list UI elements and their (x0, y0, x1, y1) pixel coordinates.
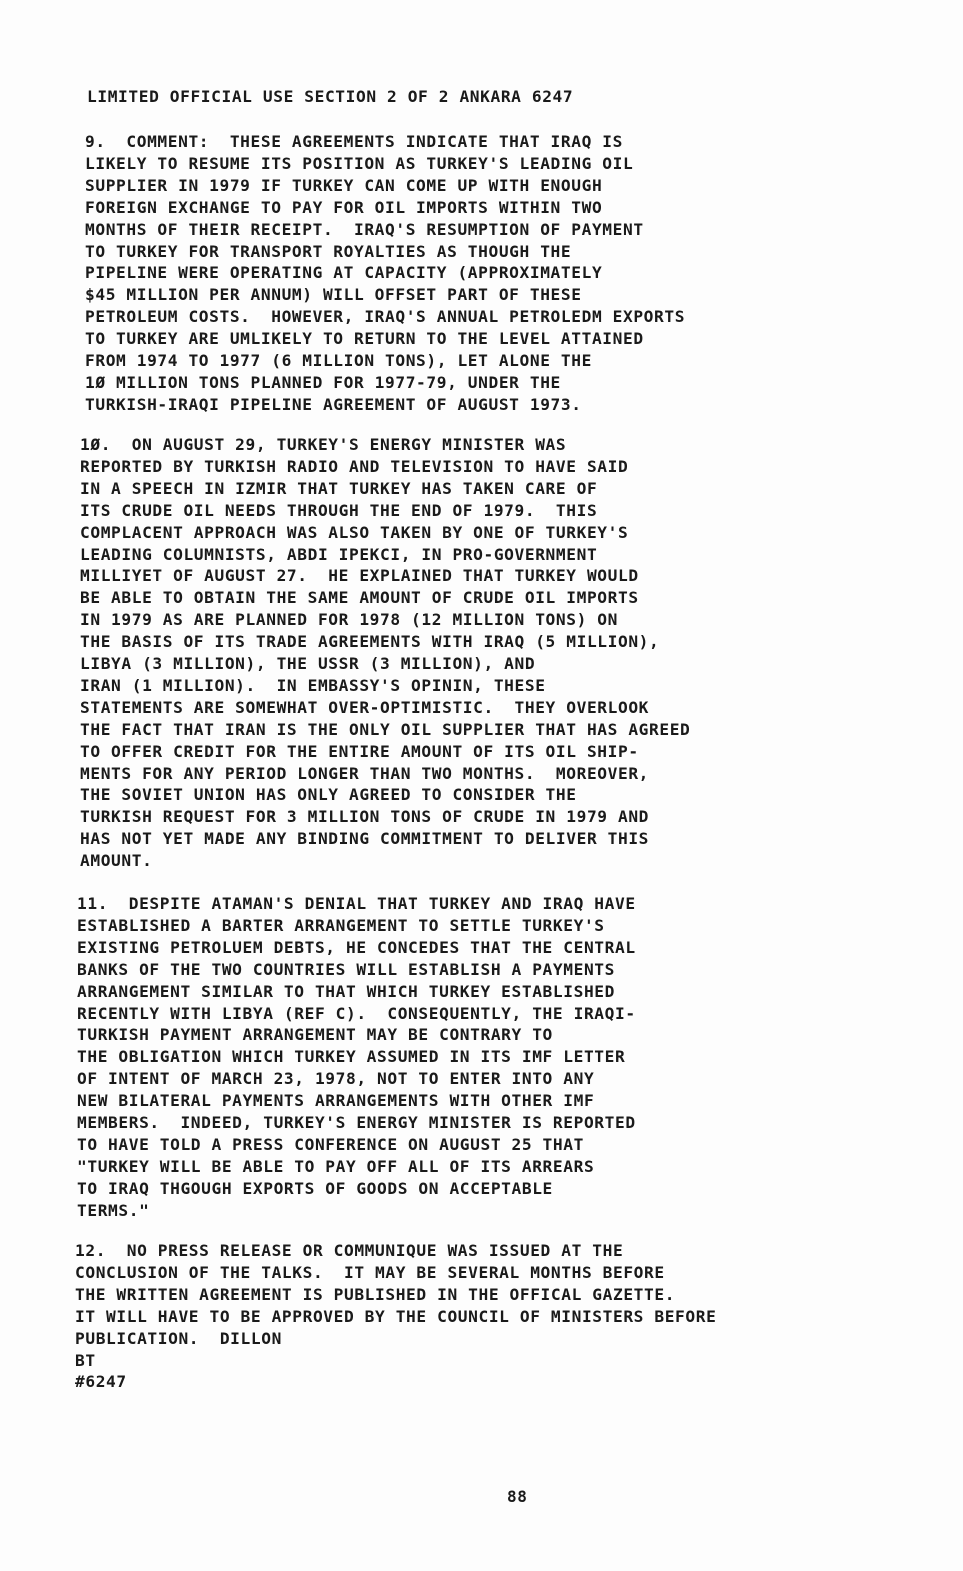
text-line: TERMS." (77, 1200, 150, 1220)
text-line: HAS NOT YET MADE ANY BINDING COMMITMENT TO DELIVER THIS (80, 829, 650, 849)
text-line: NEW BILATERAL PAYMENTS ARRANGEMENTS WITH OTHER IMF (77, 1091, 595, 1111)
text-line: THE FACT THAT IRAN IS THE ONLY OIL SUPPLIER THAT HAS AGREED (80, 719, 691, 739)
text-line: FOREIGN EXCHANGE TO PAY FOR OIL IMPORTS WITHIN TWO (85, 197, 603, 217)
text-line: "TURKEY WILL BE ABLE TO PAY OFF ALL OF ITS ARREARS (77, 1156, 595, 1176)
text-line: CONCLUSION OF THE TALKS. IT MAY BE SEVERAL MONTHS BEFORE (75, 1262, 665, 1282)
text-line: THE WRITTEN AGREEMENT IS PUBLISHED IN THE OFFICAL GAZETTE. (75, 1284, 676, 1304)
text-line: TO HAVE TOLD A PRESS CONFERENCE ON AUGUST 25 THAT (77, 1134, 584, 1154)
text-line: TURKISH-IRAQI PIPELINE AGREEMENT OF AUGUST 1973. (85, 394, 582, 414)
text-line: PETROLEUM COSTS. HOWEVER, IRAQ'S ANNUAL PETROLEDM EXPORTS (85, 307, 686, 327)
text-line: BE ABLE TO OBTAIN THE SAME AMOUNT OF CRUDE OIL IMPORTS (80, 588, 639, 608)
text-line: ITS CRUDE OIL NEEDS THROUGH THE END OF 1979. THIS (80, 500, 598, 520)
text-line: TO TURKEY ARE UMLIKELY TO RETURN TO THE LEVEL ATTAINED (85, 329, 644, 349)
text-line: MILLIYET OF AUGUST 27. HE EXPLAINED THAT TURKEY WOULD (80, 566, 639, 586)
text-line: LIBYA (3 MILLION), THE USSR (3 MILLION), AND (80, 654, 536, 673)
text-line: LIKELY TO RESUME ITS POSITION AS TURKEY'S LEADING OIL (85, 153, 634, 173)
text-line: THE BASIS OF ITS TRADE AGREEMENTS WITH IRAQ (5 MILLION), (80, 632, 660, 652)
text-line: 9. COMMENT: THESE AGREEMENTS INDICATE THAT IRAQ IS (85, 132, 623, 151)
text-line: TO OFFER CREDIT FOR THE ENTIRE AMOUNT OF ITS OIL SHIP- (80, 741, 639, 761)
page-number: 88 (507, 1487, 528, 1506)
text-line: TURKISH REQUEST FOR 3 MILLION TONS OF CRUDE IN 1979 AND (80, 807, 650, 827)
text-line: ESTABLISHED A BARTER ARRANGEMENT TO SETTLE TURKEY'S (77, 915, 605, 935)
text-line: IT WILL HAVE TO BE APPROVED BY THE COUNCIL OF MINISTERS BEFORE (75, 1306, 717, 1326)
text-line: COMPLACENT APPROACH WAS ALSO TAKEN BY ONE OF TURKEY'S (80, 522, 629, 542)
text-line: OF INTENT OF MARCH 23, 1978, NOT TO ENTER INTO ANY (77, 1069, 595, 1089)
text-line: TO TURKEY FOR TRANSPORT ROYALTIES AS THOUGH THE (85, 241, 572, 261)
text-line: THE SOVIET UNION HAS ONLY AGREED TO CONSIDER THE (80, 785, 577, 805)
text-line: MEMBERS. INDEED, TURKEY'S ENERGY MINISTER IS REPORTED (77, 1113, 636, 1132)
text-line: REPORTED BY TURKISH RADIO AND TELEVISION TO HAVE SAID (80, 456, 629, 476)
text-line: FROM 1974 TO 1977 (6 MILLION TONS), LET ALONE THE (85, 351, 592, 370)
text-line: EXISTING PETROLUEM DEBTS, HE CONCEDES THAT THE CENTRAL (77, 937, 636, 957)
text-line: SUPPLIER IN 1979 IF TURKEY CAN COME UP WITH ENOUGH (85, 175, 603, 195)
text-line: LEADING COLUMNISTS, ABDI IPEKCI, IN PRO-GOVERNMENT (80, 544, 598, 564)
text-line: IRAN (1 MILLION). IN EMBASSY'S OPININ, THESE (80, 675, 546, 695)
text-line: $45 MILLION PER ANNUM) WILL OFFSET PART OF THESE (85, 285, 582, 305)
text-line: PUBLICATION. DILLON (75, 1328, 282, 1348)
text-line: IN A SPEECH IN IZMIR THAT TURKEY HAS TAKEN CARE OF (80, 478, 598, 498)
text-line: 1Ø MILLION TONS PLANNED FOR 1977-79, UNDER THE (85, 372, 561, 392)
classification-header: LIMITED OFFICIAL USE SECTION 2 OF 2 ANKARA 6247 (87, 87, 574, 106)
text-line: BANKS OF THE TWO COUNTRIES WILL ESTABLISH A PAYMENTS (77, 959, 615, 979)
text-line: TO IRAQ THGOUGH EXPORTS OF GOODS ON ACCEPTABLE (77, 1178, 553, 1198)
text-line: 11. DESPITE ATAMAN'S DENIAL THAT TURKEY AND IRAQ HAVE (77, 894, 636, 913)
text-line: TURKISH PAYMENT ARRANGEMENT MAY BE CONTRARY TO (77, 1025, 553, 1045)
text-line: IN 1979 AS ARE PLANNED FOR 1978 (12 MILLION TONS) ON (80, 610, 618, 630)
text-line: 12. NO PRESS RELEASE OR COMMUNIQUE WAS ISSUED AT THE (75, 1241, 624, 1260)
text-line: 1Ø. ON AUGUST 29, TURKEY'S ENERGY MINISTER WAS (80, 435, 567, 454)
text-line: #6247 (75, 1372, 127, 1392)
text-line: STATEMENTS ARE SOMEWHAT OVER-OPTIMISTIC. THEY OVERLOOK (80, 697, 650, 717)
text-line: BT (75, 1350, 96, 1370)
text-line: MENTS FOR ANY PERIOD LONGER THAN TWO MONTHS. MOREOVER, (80, 763, 650, 783)
text-line: RECENTLY WITH LIBYA (REF C). CONSEQUENTLY, THE IRAQI- (77, 1003, 636, 1023)
text-line: MONTHS OF THEIR RECEIPT. IRAQ'S RESUMPTION OF PAYMENT (85, 219, 644, 239)
text-line: PIPELINE WERE OPERATING AT CAPACITY (APPROXIMATELY (85, 263, 603, 283)
text-line: AMOUNT. (80, 851, 153, 871)
text-line: ARRANGEMENT SIMILAR TO THAT WHICH TURKEY ESTABLISHED (77, 981, 615, 1001)
text-line: THE OBLIGATION WHICH TURKEY ASSUMED IN ITS IMF LETTER (77, 1047, 626, 1067)
